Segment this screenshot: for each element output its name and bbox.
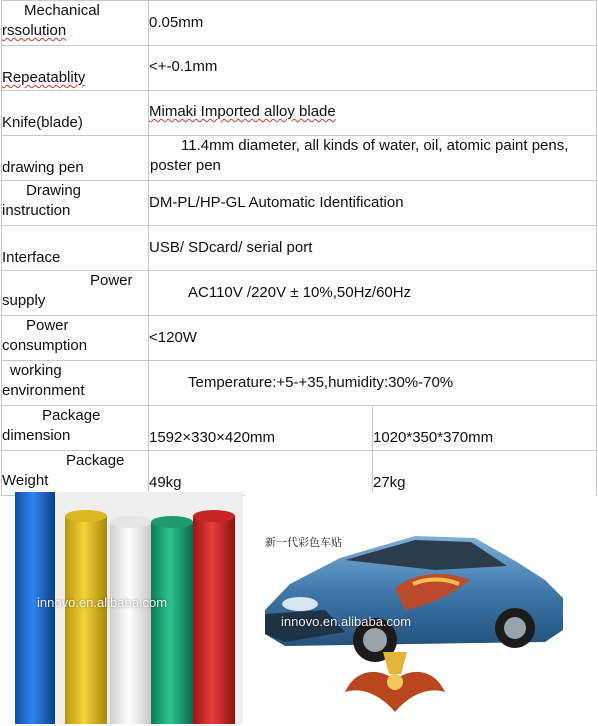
- spec-label-line1: Power: [90, 272, 133, 289]
- spec-row: [2, 451, 597, 496]
- roll-green: [151, 522, 193, 724]
- spec-value: [149, 316, 597, 361]
- spec-label-line2: drawing pen: [2, 159, 84, 176]
- spec-label-line1: working: [10, 362, 62, 379]
- spec-label: [2, 226, 149, 271]
- spec-row: [2, 271, 597, 316]
- roll-red: [193, 516, 235, 724]
- spec-label: [2, 181, 149, 226]
- spec-value-text: <+-0.1mm: [149, 58, 218, 75]
- spec-label-line2: instruction: [2, 202, 71, 219]
- spec-value-text: 1592×330×420mm: [149, 429, 275, 446]
- spec-row: [2, 136, 597, 181]
- car-caption: 新一代彩色车贴: [265, 536, 342, 549]
- car-watermark: innovo.en.alibaba.com: [281, 614, 412, 629]
- spec-label-line1: Package: [66, 452, 125, 469]
- spec-label-line1: [2, 46, 148, 68]
- spec-label-line1: Power: [26, 317, 69, 334]
- spec-value: [149, 226, 597, 271]
- spec-label-line2: supply: [2, 292, 46, 309]
- spec-label: [2, 451, 149, 496]
- spec-value-text: Mimaki Imported alloy blade: [149, 103, 336, 120]
- spec-label-line2: environment: [2, 382, 85, 399]
- spec-row: [2, 361, 597, 406]
- spec-label: [2, 316, 149, 361]
- spec-row: [2, 226, 597, 271]
- car-illustration: [245, 492, 595, 724]
- spec-value-text: 1020*350*370mm: [373, 429, 494, 446]
- spec-row: [2, 406, 597, 451]
- spec-label-line2: Interface: [2, 249, 61, 266]
- roll-yellow: [65, 516, 107, 724]
- spec-label: [2, 91, 149, 136]
- spec-row: [2, 46, 597, 91]
- spec-value-text: <120W: [149, 329, 197, 346]
- spec-label: [2, 1, 149, 46]
- spec-value-model-a: [149, 451, 373, 496]
- spec-table: [1, 0, 597, 496]
- spec-value-text: DM-PL/HP-GL Automatic Identification: [149, 194, 404, 211]
- spec-label-line1: [2, 91, 148, 113]
- spec-value: [149, 91, 597, 136]
- spec-value-text: [149, 91, 596, 122]
- spec-value: [149, 361, 597, 406]
- spec-label-line1: Package: [42, 407, 101, 424]
- spec-value-text: [149, 226, 596, 258]
- spec-label-line1: Mechanical: [24, 2, 100, 19]
- roll-white: [110, 522, 152, 724]
- spec-label-line2: consumption: [2, 337, 88, 354]
- spec-label-line1: [2, 226, 148, 248]
- spec-label-line2: rssolution: [2, 22, 67, 39]
- spec-label-line2: dimension: [2, 427, 71, 444]
- spec-row: [2, 91, 597, 136]
- spec-row: [2, 1, 597, 46]
- spec-value: [149, 1, 597, 46]
- spec-value-text: Temperature:+5-+35,humidity:30%-70%: [188, 374, 454, 391]
- spec-value-line2: poster pen: [150, 157, 221, 174]
- spec-value-model-b: [373, 451, 597, 496]
- spec-label-line1: Drawing: [26, 182, 82, 199]
- car-wrap-photo: [245, 492, 595, 724]
- spec-value-line1: 11.4mm diameter, all kinds of water, oil, atomic paint pens,: [181, 137, 569, 154]
- spec-label: [2, 136, 149, 181]
- spec-label: [2, 361, 149, 406]
- spec-value-model-a: [149, 406, 373, 451]
- spec-label-line2: Weight: [2, 472, 49, 489]
- spec-label-line2: Knife(blade): [2, 114, 83, 131]
- vinyl-rolls-photo: [15, 492, 243, 724]
- spec-value: [149, 46, 597, 91]
- spec-value-text: AC110V /220V ± 10%,50Hz/60Hz: [188, 284, 412, 301]
- spec-label-line1: [2, 136, 148, 158]
- spec-value: [149, 181, 597, 226]
- spec-row: [2, 316, 597, 361]
- spec-value: [149, 136, 597, 181]
- spec-value: [149, 271, 597, 316]
- spec-value-text: 27kg: [373, 474, 406, 491]
- spec-label: [2, 406, 149, 451]
- rolls-watermark: innovo.en.alibaba.com: [37, 595, 168, 610]
- spec-value-text: USB/ SDcard/ serial port: [149, 239, 313, 256]
- spec-value-text: 0.05mm: [149, 14, 204, 31]
- spec-value-text: 49kg: [149, 474, 182, 491]
- spec-label-line2: Repeatablity: [2, 69, 86, 86]
- spec-value-model-b: [373, 406, 597, 451]
- spec-row: [2, 181, 597, 226]
- spec-label: [2, 271, 149, 316]
- spec-label: [2, 46, 149, 91]
